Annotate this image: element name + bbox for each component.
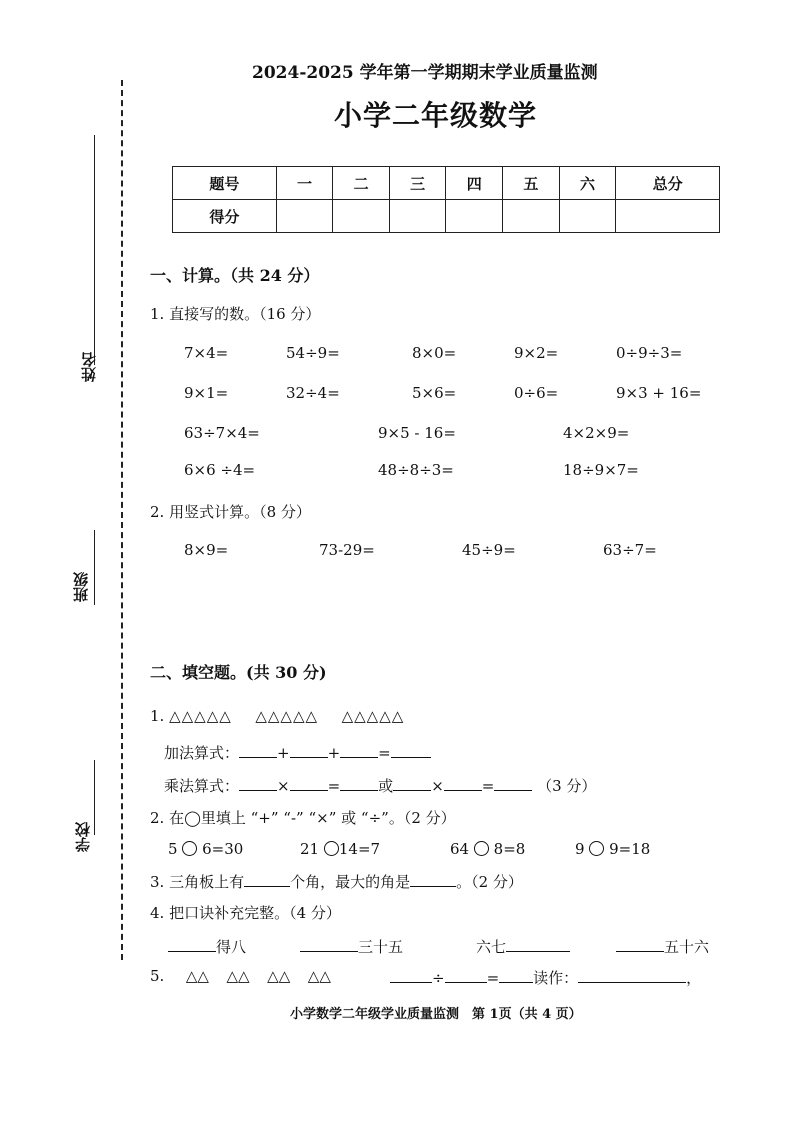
score-table-score-row	[173, 200, 720, 233]
answer-blank[interactable]	[290, 776, 328, 791]
section1-q2-title: 2. 用竖式计算。（8 分）	[150, 503, 311, 521]
answer-blank[interactable]	[410, 872, 456, 887]
section2-title: 二、填空题。(共 30 分)	[150, 663, 327, 682]
calc-item: 9×3 + 16=	[616, 384, 702, 402]
or-word: 或	[378, 777, 394, 795]
answer-blank[interactable]	[290, 743, 328, 758]
answer-blank[interactable]	[391, 743, 431, 758]
operator-item: 5 6=30	[168, 840, 244, 858]
answer-blank[interactable]	[244, 872, 290, 887]
multiplication-rhyme-item: 五十六	[616, 936, 709, 957]
calc-item: 9×1=	[184, 384, 229, 402]
triangle-group: △△	[185, 967, 209, 985]
answer-blank[interactable]	[499, 968, 533, 983]
calc-item: 0÷6=	[514, 384, 559, 402]
calc-item: 18÷9×7=	[563, 461, 639, 479]
answer-blank[interactable]	[445, 968, 487, 983]
answer-blank[interactable]	[340, 776, 378, 791]
score-cell: 六	[559, 167, 616, 200]
times-sign: ×	[277, 777, 290, 795]
vertical-calc-item: 73-29=	[319, 541, 375, 559]
answer-blank[interactable]	[340, 743, 378, 758]
addition-row	[164, 742, 431, 763]
exam-header: 2024-2025 学年第一学期期末学业质量监测	[252, 63, 598, 83]
triangle-group: △△	[226, 967, 250, 985]
operator-circle[interactable]	[324, 841, 339, 856]
multiplication-rhyme-item: 六七	[476, 936, 570, 957]
section1-title: 一、计算。（共 24 分）	[150, 266, 320, 285]
answer-blank[interactable]	[390, 968, 432, 983]
times-sign: ×	[431, 777, 444, 795]
plus-sign: +	[277, 744, 290, 762]
score-cell: 五	[503, 167, 560, 200]
operator-item: 9 9=18	[575, 840, 651, 858]
question-number: 1.	[150, 707, 165, 725]
operator-item: 64 8=8	[450, 840, 526, 858]
score-cell: 二	[333, 167, 390, 200]
section1-q1-title: 1. 直接写的数。（16 分）	[150, 305, 321, 323]
section2-q3: 3. 三角板上有 个角，最大的角是 。（2 分）	[150, 873, 523, 891]
calc-item: 48÷8÷3=	[378, 461, 454, 479]
answer-blank[interactable]	[578, 968, 686, 983]
score-input-cell[interactable]	[616, 200, 720, 233]
score-input-cell[interactable]	[389, 200, 446, 233]
answer-blank[interactable]	[168, 937, 216, 952]
score-cell: 一	[276, 167, 333, 200]
calc-item: 7×4=	[184, 344, 229, 362]
points-label: （3 分）	[537, 777, 597, 795]
score-cell: 总分	[616, 167, 720, 200]
answer-blank[interactable]	[300, 937, 358, 952]
section2-q2-title: 2. 在◯里填上 “+” “-” “×” 或 “÷”。（2 分）	[150, 809, 456, 827]
question-number: 5.	[150, 967, 165, 985]
operator-circle[interactable]	[589, 841, 604, 856]
equals-sign: =	[327, 777, 341, 795]
triangle-group: △△△△△	[255, 707, 319, 725]
equals-sign: =	[486, 969, 500, 987]
score-input-cell[interactable]	[446, 200, 503, 233]
score-cell: 得分	[173, 200, 277, 233]
answer-blank[interactable]	[393, 776, 431, 791]
page-footer: 小学数学二年级学业质量监测 第 1页（共 4 页）	[290, 1007, 582, 1022]
multiplication-row	[164, 775, 596, 796]
answer-blank[interactable]	[506, 937, 570, 952]
section2-q5-answer: ÷ = 读作： ，	[390, 967, 701, 988]
calc-item: 63÷7×4=	[184, 424, 260, 442]
answer-blank[interactable]	[494, 776, 532, 791]
score-table	[172, 166, 720, 233]
operator-item: 21 14=7	[300, 840, 381, 858]
page-title: 小学二年级数学	[334, 99, 538, 132]
triangle-group: △△△△△	[169, 707, 232, 725]
score-input-cell[interactable]	[333, 200, 390, 233]
vertical-calc-item: 45÷9=	[462, 541, 516, 559]
calc-item: 6×6 ÷4=	[184, 461, 256, 479]
calc-item: 54÷9=	[286, 344, 340, 362]
score-cell: 四	[446, 167, 503, 200]
multiplication-label: 乘法算式：	[164, 777, 240, 795]
equals-sign: =	[481, 777, 495, 795]
triangle-group: △△	[267, 967, 291, 985]
answer-blank[interactable]	[239, 776, 277, 791]
operator-circle[interactable]	[182, 841, 197, 856]
section2-q4-title: 4. 把口诀补充完整。（4 分）	[150, 904, 341, 922]
school-label: 学校	[74, 822, 92, 852]
calc-item: 8×0=	[412, 344, 457, 362]
calc-item: 5×6=	[412, 384, 457, 402]
multiplication-rhyme-item: 得八	[168, 936, 246, 957]
divide-sign: ÷	[432, 969, 445, 987]
calc-item: 9×2=	[514, 344, 559, 362]
calc-item: 32÷4=	[286, 384, 340, 402]
score-table-header-row	[173, 167, 720, 200]
read-as-label: 读作：	[533, 969, 579, 987]
name-blank-line	[94, 135, 95, 365]
multiplication-rhyme-item: 三十五	[300, 936, 403, 957]
equals-sign: =	[378, 744, 391, 762]
score-input-cell[interactable]	[276, 200, 333, 233]
calc-item: 9×5 - 16=	[378, 424, 456, 442]
score-cell: 题号	[173, 167, 277, 200]
answer-blank[interactable]	[239, 743, 277, 758]
class-label: 班级	[72, 572, 90, 602]
calc-item: 4×2×9=	[563, 424, 630, 442]
vertical-calc-item: 63÷7=	[603, 541, 657, 559]
answer-blank[interactable]	[616, 937, 664, 952]
answer-blank[interactable]	[444, 776, 482, 791]
name-label: 姓名	[80, 352, 98, 382]
vertical-calc-item: 8×9=	[184, 541, 229, 559]
section2-q5	[150, 967, 331, 985]
score-input-cell[interactable]	[559, 200, 616, 233]
plus-sign: +	[327, 744, 341, 762]
triangle-group: △△	[307, 967, 331, 985]
operator-circle[interactable]	[474, 841, 489, 856]
section2-q1	[150, 707, 404, 725]
score-input-cell[interactable]	[503, 200, 560, 233]
triangle-group: △△△△△	[341, 707, 405, 725]
addition-label: 加法算式：	[164, 744, 240, 762]
class-blank-line	[94, 530, 95, 605]
school-blank-line	[94, 760, 95, 835]
score-cell: 三	[389, 167, 446, 200]
calc-item: 0÷9÷3=	[616, 344, 683, 362]
binding-dashed-line	[121, 80, 123, 960]
